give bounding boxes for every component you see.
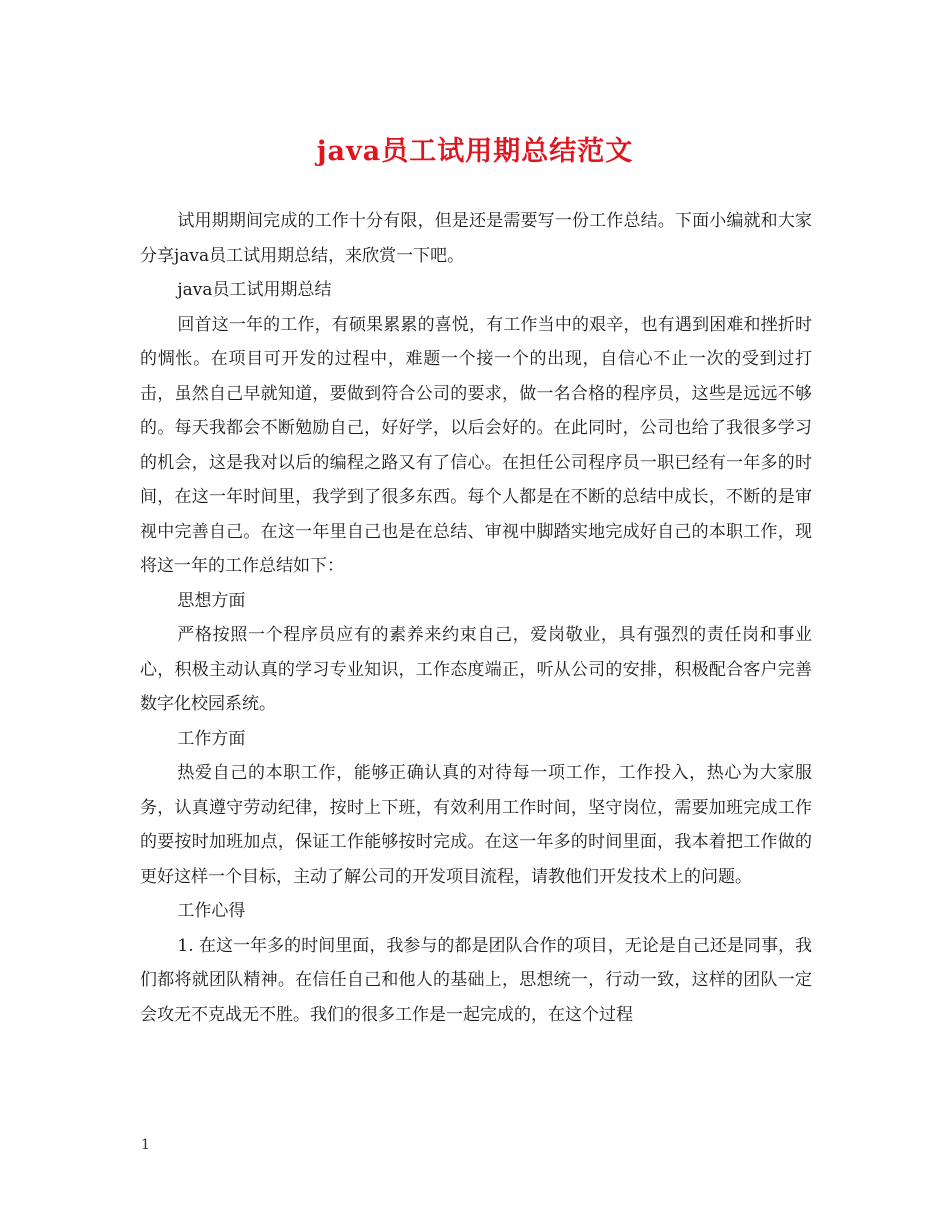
page-number: 1 [141,1137,150,1153]
review-paragraph: 回首这一年的工作，有硕果累累的喜悦，有工作当中的艰辛，也有遇到困难和挫折时的惆怅。在项目可开发的过程中，难题一个接一个的出现，自信心不止一次的受到过打击，虽然自己早就知道，要做到符合公司的要求，做一名合格的程序员，这些是远远不够的。每天我都会不断勉励自己，好好学，以后会好的。在此同时，公司也给了我很多学习的机会，这是我对以后的编程之路又有了信心。在担任公司程序员一职已经有一年多的时间，在这一年时间里，我学到了很多东西。每个人都是在不断的总结中成长，不断的是审视中完善自己。在这一年里自己也是在总结、审视中脚踏实地完成好自己的本职工作，现将这一年的工作总结如下： [140,314,812,576]
thought-paragraph: 严格按照一个程序员应有的素养来约束自己，爱岗敬业，具有强烈的责任岗和事业心，积极主动认真的学习专业知识，工作态度端正，听从公司的安排，积极配合客户完善数字化校园系统。 [140,625,812,714]
insights-paragraph: 1. 在这一年多的时间里面，我参与的都是团队合作的项目，无论是自己还是同事，我们都将就团队精神。在信任自己和他人的基础上，思想统一，行动一致，这样的团队一定会攻无不克战无不胜。我们的很多工作是一起完成的，在这个过程 [140,935,812,1025]
document-body [140,204,812,1032]
section-heading-insights: 工作心得 [177,901,246,921]
intro-paragraph: 试用期期间完成的工作十分有限，但是还是需要写一份工作总结。下面小编就和大家分享java员工试用期总结，来欣赏一下吧。 [140,211,812,266]
section-heading-thought: 思想方面 [177,590,246,611]
section-heading-summary: java员工试用期总结 [177,280,332,300]
document-title: java员工试用期总结范文 [316,136,634,167]
work-paragraph: 热爱自己的本职工作，能够正确认真的对待每一项工作，工作投入，热心为大家服务，认真遵守劳动纪律，按时上下班，有效利用工作时间，坚守岗位，需要加班完成工作的要按时加班加点，保证工作能够按时完成。在这一年多的时间里面，我本着把工作做的更好这样一个目标，主动了解公司的开发项目流程，请教他们开发技术上的问题。 [140,763,812,887]
section-heading-work: 工作方面 [177,728,246,749]
